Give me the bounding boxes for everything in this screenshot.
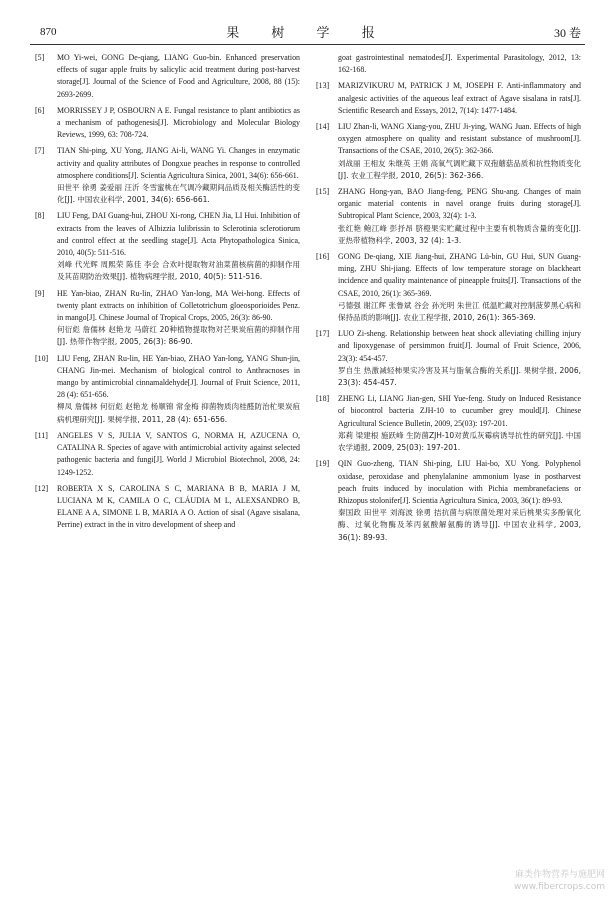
reference-number: [6] [35,105,45,115]
reference-text-en: LIU Zhan-li, WANG Xiang-you, ZHU Ji-ying, WANG Juan. Effects of high oxygen atmosphere on quality and resistant substance of mushroom[J]. Transactions of the CSAE, 2010, 26(5): 362-366. [338,122,581,156]
reference-number: [14] [316,122,330,132]
reference-entry [316,393,581,454]
references-right-column [316,52,581,548]
reference-entry [35,52,300,101]
reference-text-zh: 刘峰 代光辉 周熙荣 陈佳 李会 合欢叶提取物对油菜菌核病菌的抑制作用及其苗期防治效果[J]. 植物病理学报, 2010, 40(5): 511-516. [57,260,300,282]
reference-number: [8] [35,211,45,221]
reference-text-en: ANGELES V S, JULIA V, SANTOS G, NORMA H, AZUCENA O, CATALINA R. Species of agave with antimicrobial activity against selected pathogenic bacteria and fungi[J]. World J Microbiol Biotechnol, 2008, 24: 1249-1252. [57,430,300,477]
reference-number: [17] [316,329,330,339]
references-left-column [35,52,300,536]
reference-entry [316,121,581,182]
reference-text-zh: 郑莉 梁建根 施跃峰 生防菌ZJH-10对黄瓜灰霉病诱导抗性的研究[J]. 中国农学通报, 2009, 25(03): 197-201. [338,430,581,453]
watermark-url: www.fibercrops.com [514,882,605,892]
reference-number: [13] [316,81,330,91]
reference-entry [35,210,300,283]
reference-text-en: TIAN Shi-ping, XU Yong, JIANG Ai-li, WANG Yi. Changes in enzymatic activity and quality attributes of Dongxue peaches in response to controlled atmosphere conditions[J]. Scientia Agricultura Sinica, 2001, 34(6): 656-661. [57,146,300,180]
reference-text-en: MORRISSEY J P, OSBOURN A E. Fungal resistance to plant antibiotics as a mechanism of pathogenesis[J]. Microbiology and Molecular Biology Reviews, 1999, 63: 708-724. [57,105,300,140]
reference-text-en: LIU Feng, DAI Guang-hui, ZHOU Xi-rong, CHEN Jia, LI Hui. Inhibition of extracts from the leaves of Albizzia lulibrissin to Sclerotinia sclerotiorum and control effect at the seedling stage[J]. Acta Phytopathologica Sinica, 2010, 40(5): 511-516. [57,211,300,258]
watermark-name: 麻类作物营养与施肥网 [514,870,605,880]
reference-entry [35,430,300,479]
reference-entry [316,52,581,76]
reference-text-zh: 弓德强 谢江辉 张鲁斌 谷会 孙光明 朱世江 低温贮藏对控制菠萝黑心病和保持品质的影响[J]. 农业工程学报, 2010, 26(1): 365-369. [338,300,581,323]
reference-text-zh: 田世平 徐勇 姜爱丽 汪沂 冬雪蜜桃在气调冷藏期间品质及相关酶活性的变化[J]. 中国农业科学, 2001, 34(6): 656-661. [57,183,300,205]
reference-entry [35,483,300,532]
site-watermark [514,869,605,893]
reference-text-en: LIU Feng, ZHAN Ru-lin, HE Yan-biao, ZHAO Yan-long, YANG Shun-jin, CHANG Jin-mei. Mechanism of biological control to Anthracnoses in mango by antimicrobial cinnamaldehyde[J]. Journal of Fruit Science, 2011, 28 (4): 651-656. [57,353,300,400]
reference-text-en: ZHANG Hong-yan, BAO Jiang-feng, PENG Shu-ang. Changes of main organic material contents in navel orange fruits during storage[J]. Subtropical Plant Science, 2003, 32(4): 1-3. [338,187,581,221]
reference-text-zh: 刘战丽 王相友 朱继英 王娟 高氧气调贮藏下双孢蘑菇品质和抗性物质变化[J]. 农业工程学报, 2010, 26(5): 362-366. [338,158,581,180]
reference-text-en: GONG De-qiang, XIE Jiang-hui, ZHANG Lü-bin, GU Hui, SUN Guang-ming, ZHU Shi-jiang. Effects of low temperature storage on blackheart incidence and quality maintenance of pineapple fruits[J]. Transactions of the CSAE, 2010, 26(1): 365-369. [338,252,581,298]
reference-entry [316,458,581,543]
reference-entry [35,145,300,206]
reference-number: [11] [35,430,48,440]
reference-text-zh: 秦国政 田世平 刘海波 徐勇 拮抗菌与病原菌处理对采后桃果实多酚氧化酶、过氧化物酶及苯丙氨酸解氨酶的诱导[J]. 中国农业科学, 2003, 36(1): 89-93. [338,508,581,542]
reference-text-en: QIN Guo-zheng, TIAN Shi-ping, LIU Hai-bo, XU Yong. Polyphenol oxidase, peroxidase and phenylalanine ammonium lyase in postharvest peach fruits induced by inoculation with Pichia membranefaciens or Rhizopus stolonifer[J]. Scientia Agricultura Sinica, 2003, 36(1): 89-93. [338,459,581,505]
reference-text-en: ROBERTA X S, CAROLINA S C, MARIANA B B, MARIA J M, LUCIANA M K, CAMILA O C, CLÁUDIA M L, ALEXSANDRO B, ELANE A A, SIMONE L B, MARIA A O. Action of sisal (Agave sisalana, Perrine) extract in the in vitro development of sheep and [57,483,300,530]
reference-text-en: MO Yi-wei, GONG De-qiang, LIANG Guo-bin. Enhanced preservation effects of sugar apple fruits by salicylic acid treatment during post-harvest storage[J]. Journal of the Science of Food and Agriculture, 2008, 88 (15): 2693-2699. [57,53,300,99]
reference-number: [16] [316,252,330,262]
page-header [30,20,585,45]
reference-number: [7] [35,146,45,156]
reference-text-zh: 张红艳 鲍江峰 彭抒昂 脐橙果实贮藏过程中主要有机物质含量的变化[J]. 亚热带植物科学, 2003, 32 (4): 1-3. [338,223,581,245]
reference-entry [35,288,300,349]
reference-text-en: goat gastrointestinal nematodes[J]. Experimental Parasitology, 2012, 13: 162-168. [338,53,581,75]
reference-number: [18] [316,394,330,404]
reference-text-en: LUO Zi-sheng. Relationship between heat shock alleviating chilling injury and lipoxygenase of persimmon fruit[J]. Journal of Fruit Science, 2006, 23(3): 454-457. [338,329,581,363]
reference-entry [316,80,581,117]
reference-text-en: ZHENG Li, LIANG Jian-gen, SHI Yue-feng. Study on Induced Resistance of biocontrol bacteria ZJH-10 to cucumber grey mould[J]. Chinese Agricultural Science Bulletin, 2009, 25(03): 197-201. [338,394,581,428]
volume-label: 30 卷 [553,26,581,40]
reference-number: [15] [316,187,330,197]
reference-text-en: MARIZVIKURU M, PATRICK J M, JOSEPH F. Anti-inflammatory and analgesic activities of the aqueous leaf extract of Agave sisalana in rats[J]. Scientific Research and Essays, 2012, 7(14): 1477-1484. [338,81,581,115]
reference-text-zh: 何衍彪 詹儒林 赵艳龙 马蔚红 20种植物提取物对芒果炭疽菌的抑制作用[J]. 热带作物学报, 2005, 26(3): 86-90. [57,325,300,347]
reference-text-zh: 罗自生 热激减轻柿果实冷害及其与脂氧合酶的关系[J]. 果树学报, 2006, 23(3): 454-457. [338,365,581,388]
reference-text-en: HE Yan-biao, ZHAN Ru-lin, ZHAO Yan-long, MA Wei-hong. Effects of twenty plant extracts on inhibition of Colletotrichum gloeosporioides Penz. in mango[J]. Chinese Journal of Tropical Crops, 2005, 26(3): 86-90. [57,288,300,323]
reference-number: [9] [35,288,45,298]
journal-title: 果 树 学 报 [226,26,389,41]
page-number: 870 [40,26,57,38]
reference-entry [316,186,581,247]
reference-text-zh: 柳凤 詹儒林 何衍彪 赵艳龙 杨顺锦 常金梅 抑菌物质肉桂醛防治杧果炭疽病机理研究[J]. 果树学报, 2011, 28 (4): 651-656. [57,402,300,424]
reference-entry [35,353,300,426]
reference-number: [12] [35,483,49,493]
reference-number: [19] [316,459,330,469]
reference-entry [316,251,581,324]
reference-entry [35,105,300,142]
reference-entry [316,328,581,389]
reference-number: [10] [35,353,49,363]
reference-number: [5] [35,53,45,62]
